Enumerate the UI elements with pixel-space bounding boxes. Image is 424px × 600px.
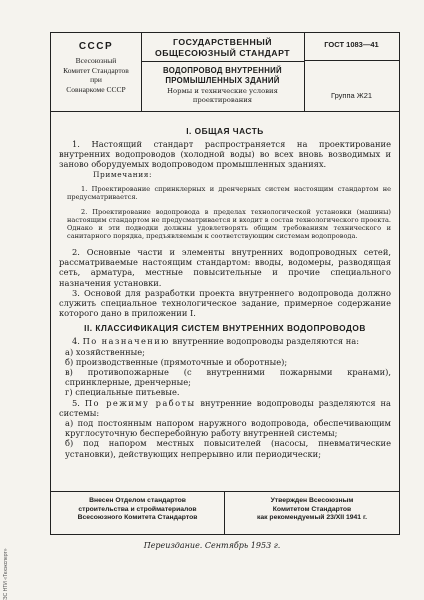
org-line: Всесоюзный [75,56,117,65]
org-line: Комитет Стандартов [63,65,129,75]
list-item: г) специальные питьевые. [65,387,180,398]
list-item: б) производственные (прямоточные и оборотные); [65,356,288,367]
paragraph-text: внутренние водопроводы разделяются на системы: [59,397,391,418]
org-line: при [90,75,102,84]
header-title-block [141,33,305,111]
paragraph-number: 4. [72,336,80,347]
header [51,33,399,112]
note-2: 2. Проектирование водопровода в пределах технологической установки (машины) настоящим стандартом не предусматривается и входит в состав технологического проекта. Однако и эти подводки должны удовлетворять общим требованиям технического и санитарного порядка, предъявляемым к соответствующим системам водопровода. [67,207,391,241]
header-right-block [304,33,399,111]
document-subtitle-line: проектирования [192,95,253,104]
footer-line: Комитетом Стандартов [272,505,352,513]
paragraph-4 [59,336,391,346]
standard-heading-line: ГОСУДАРСТВЕННЫЙ [173,37,272,47]
footer-line: Внесен Отделом стандартов [89,497,186,504]
document-frame [50,32,400,535]
list-item: в) противопожарные (с внутренними пожарными кранами), спринклерные, дренчерные; [65,366,391,388]
list-item: а) хозяйственные; [65,346,145,357]
approved-by-box [225,492,399,535]
paragraph-1: 1. Настоящий стандарт распространяется на проектирование внутренних водопроводов (холодной воды) во всех вновь возводимых и заново оборудуемых водопроводом промышленных зданиях. [59,139,391,170]
list-item: а) под постоянным напором наружного водопровода, обеспечивающим круглосуточную бесперебойную работу внутренней системы; [65,418,391,439]
paragraph-3: 3. Основой для разработки проекта внутреннего водопровода должно служить специальное технологическое задание, примерное содержание которого дано в приложении I. [59,287,391,319]
gost-number: ГОСТ 1083—41 [304,33,399,61]
standard-heading [141,33,304,62]
notes-title: Примечания: [93,169,153,179]
introduced-by-box [51,492,225,535]
section-1-title: I. ОБЩАЯ ЧАСТЬ [186,126,264,136]
country-label: СССР [78,41,114,52]
spaced-term: По режиму работы [84,397,196,408]
footer-line: Всесоюзного Комитета Стандартов [77,514,198,521]
header-left-block [51,33,142,111]
footer-line: строительства и стройматериалов [78,505,197,513]
document-body [59,123,391,459]
note-1: 1. Проектирование спринклерных и дренчерных систем настоящим стандартом не предусматривается. [67,185,391,202]
reprint-note: Переиздание. Сентябрь 1953 г. [143,541,281,550]
footer-line: Утвержден Всесоюзным [270,497,354,504]
paragraph-number: 5. [72,397,80,408]
document-title [141,62,304,85]
paragraph-2: 2. Основные части и элементы внутренних водопроводных сетей, рассматриваемые настоящим стандартом: вводы, водомеры, разводящая сеть, арматура, местные повысительные и прочие специального назначения установки. [59,246,391,288]
section-2-title: II. КЛАССИФИКАЦИЯ СИСТЕМ ВНУТРЕННИХ ВОДОПРОВОДОВ [84,323,366,334]
side-stamp: ЭС НТИ «Техэксперт» [3,548,9,600]
list-item: б) под напором местных повысителей (насосы, пневматические установки), действующих непрерывно или периодически; [65,438,391,459]
group-code: Группа Ж21 [330,91,373,100]
paragraph-text: внутренние водопроводы разделяются на: [172,336,359,347]
org-line: Совнаркоме СССР [66,84,126,94]
footer-boxes [51,491,399,535]
standard-heading-line: ОБЩЕСОЮЗНЫЙ СТАНДАРТ [154,47,291,58]
paragraph-5 [59,398,391,418]
document-subtitle [141,87,304,104]
document-title-line: ПРОМЫШЛЕННЫХ ЗДАНИЙ [165,75,280,85]
spaced-term: По назначению [82,336,170,347]
document-subtitle-line: Нормы и технические условия [167,87,278,95]
document-title-line: ВОДОПРОВОД ВНУТРЕННИЙ [163,66,282,75]
footer-line: как рекомендуемый 23/XII 1941 г. [256,514,368,521]
